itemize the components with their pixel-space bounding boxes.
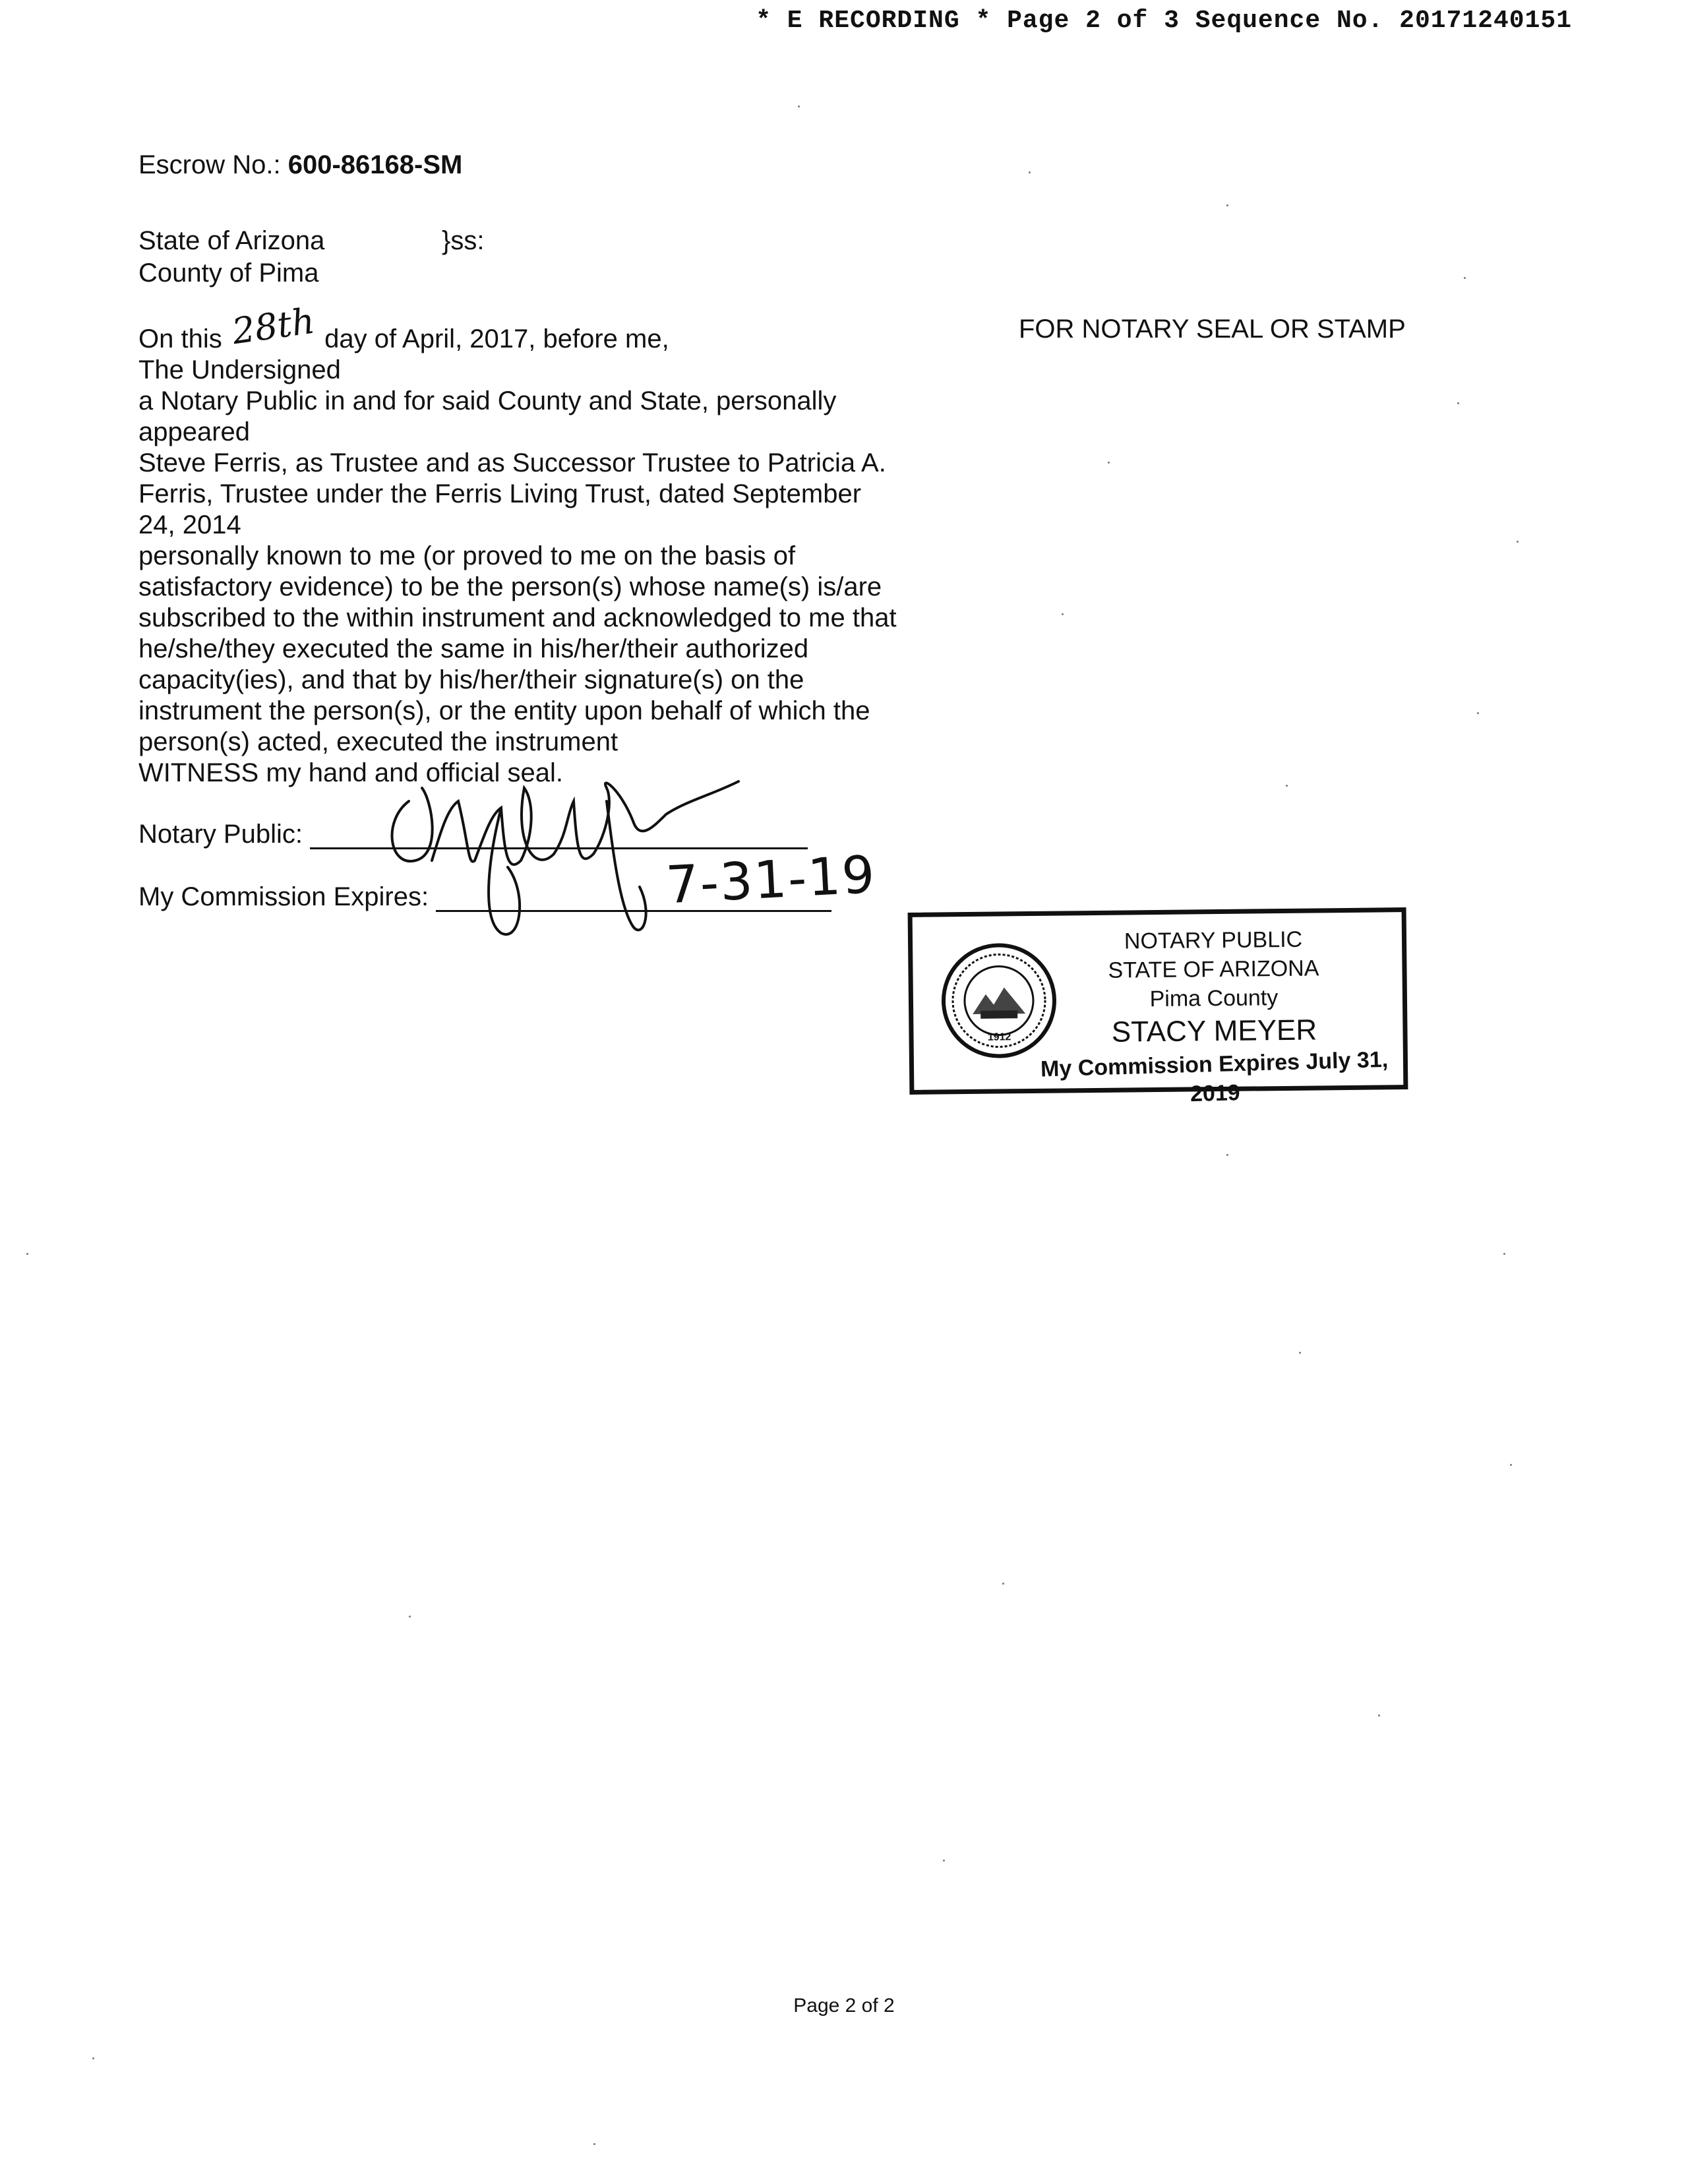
stamp-line-3: Pima County [1149, 985, 1279, 1012]
handwritten-day: 28th [229, 299, 317, 353]
acknowledgment-line: appeared [138, 417, 251, 446]
venue-ss: }ss: [442, 226, 485, 255]
acknowledgment-line: The Undersigned [138, 355, 341, 384]
acknowledgment-text [138, 299, 1015, 789]
stamp-notary-name: STACY MEYER [1111, 1014, 1317, 1048]
acknowledgment-line: On this 28th day of April, 2017, before me, [138, 299, 669, 353]
acknowledgment-line: a Notary Public in and for said County and State, personally [138, 386, 837, 415]
acknowledgment-line: Steve Ferris, as Trustee and as Successor Trustee to Patricia A. [138, 448, 886, 477]
seal-label: FOR NOTARY SEAL OR STAMP [1019, 315, 1406, 344]
venue-state: State of Arizona [138, 226, 325, 255]
acknowledgment-line: he/she/they executed the same in his/her/their authorized [138, 634, 809, 663]
escrow-number: 600-86168-SM [287, 150, 463, 179]
acknowledgment-line: 24, 2014 [138, 510, 241, 539]
page-footer: Page 2 of 2 [793, 1995, 895, 2017]
stamp-line-2: STATE OF ARIZONA [1108, 956, 1319, 983]
notary-public-label: Notary Public: [138, 820, 303, 849]
acknowledgment-line: instrument the person(s), or the entity upon behalf of which the [138, 696, 870, 725]
acknowledgment-line: satisfactory evidence) to be the person(s) whose name(s) is/are [138, 572, 882, 601]
escrow-label: Escrow No.: [138, 150, 281, 179]
acknowledgment-line: subscribed to the within instrument and acknowledged to me that [138, 603, 897, 632]
venue-county: County of Pima [138, 258, 319, 288]
acknowledgment-line: WITNESS my hand and official seal. [138, 758, 563, 787]
stamp-expiration: My Commission Expires July 31, 2019 [1040, 1046, 1389, 1107]
stamp-text [1038, 924, 1391, 1110]
commission-label: My Commission Expires: [138, 882, 429, 911]
notary-stamp [908, 907, 1408, 1107]
acknowledgment-line: person(s) acted, executed the instrument [138, 727, 618, 756]
escrow-line [138, 150, 462, 180]
recording-header: * E RECORDING * Page 2 of 3 Sequence No. 20171240151 [756, 7, 1572, 35]
seal-year: 1912 [987, 1031, 1011, 1043]
commission-expiry-handwritten: 7-31-19 [664, 845, 878, 916]
acknowledgment-line: personally known to me (or proved to me on the basis of [138, 541, 796, 570]
acknowledgment-line: Ferris, Trustee under the Ferris Living Trust, dated September [138, 479, 862, 508]
acknowledgment-line: capacity(ies), and that by his/her/their signature(s) on the [138, 665, 804, 694]
stamp-line-1: NOTARY PUBLIC [1124, 926, 1303, 954]
